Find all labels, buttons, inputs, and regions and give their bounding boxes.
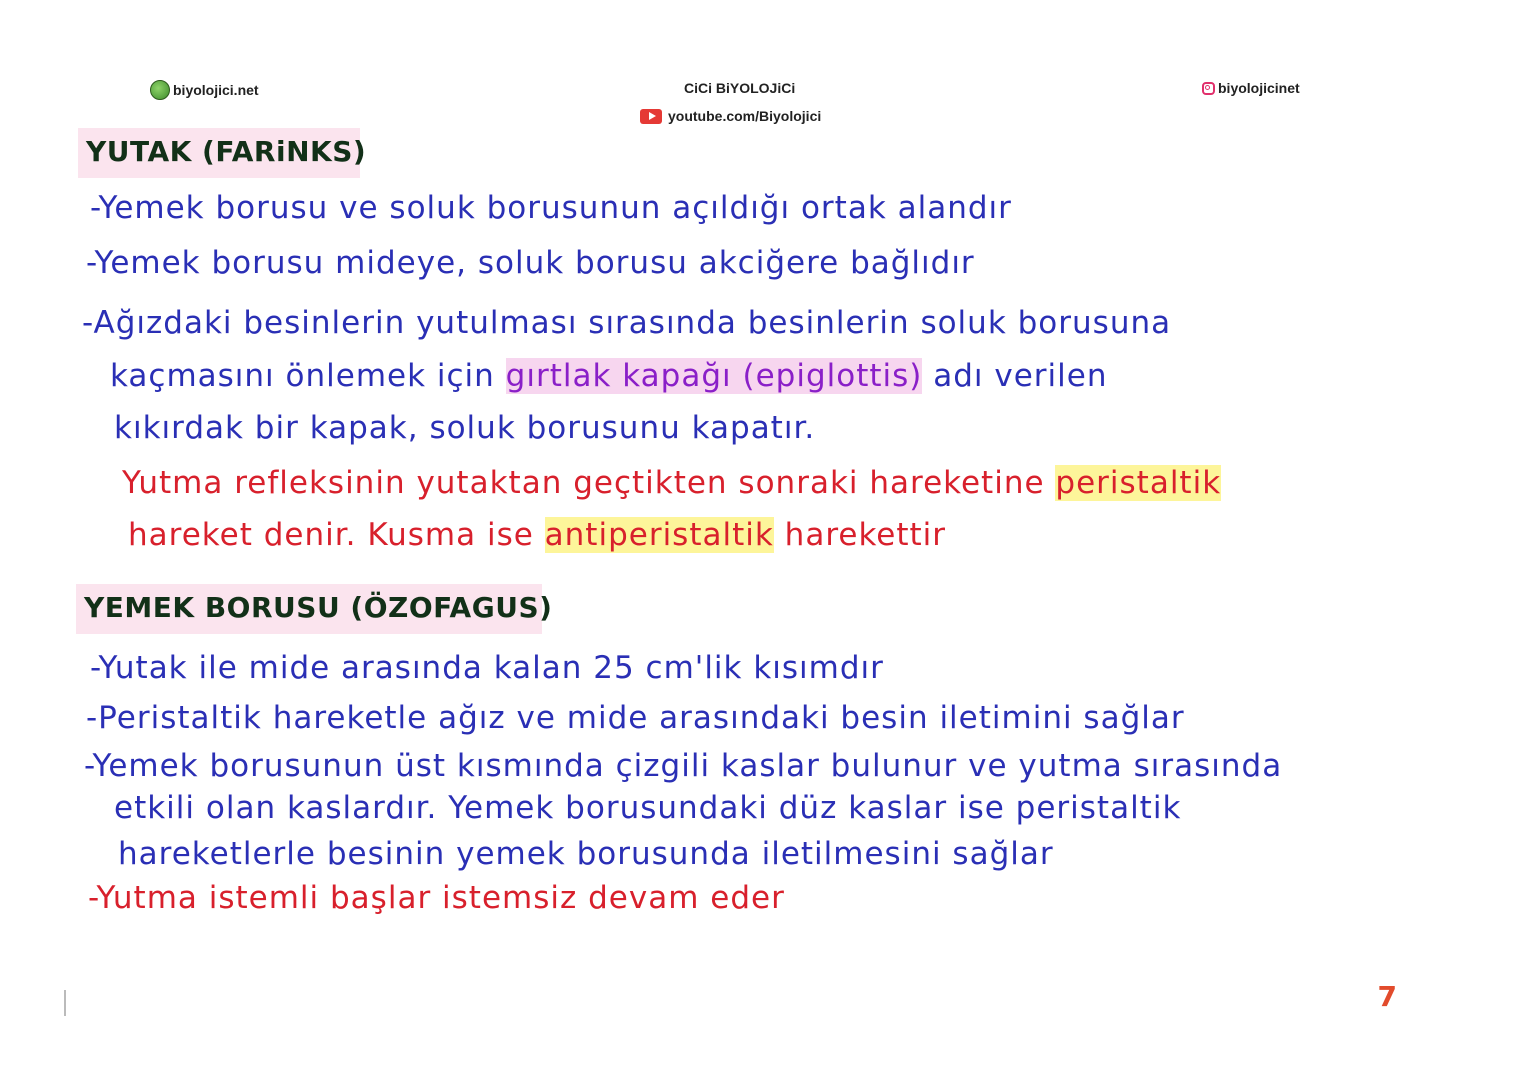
note-text: harekettir <box>784 517 947 553</box>
note-text: Yutma refleksinin yutaktan geçtikten sonraki hareketine <box>122 465 1045 501</box>
note-line: -Yutma istemli başlar istemsiz devam eder <box>88 880 785 916</box>
note-line: -Yutak ile mide arasında kalan 25 cm'lik kısımdır <box>90 650 884 686</box>
term-epiglottis: gırtlak kapağı (epiglottis) <box>505 358 923 394</box>
term-antiperistaltik: antiperistaltik <box>544 517 774 553</box>
youtube-label: youtube.com/Biyolojici <box>668 108 822 124</box>
note-line: etkili olan kaslardır. Yemek borusundaki düz kaslar ise peristaltik <box>114 790 1182 826</box>
youtube-icon <box>640 109 662 124</box>
note-text: adı verilen <box>933 358 1108 394</box>
site-left-label: biyolojici.net <box>173 82 259 98</box>
term-peristaltik: peristaltik <box>1055 465 1222 501</box>
instagram-icon <box>1202 82 1215 95</box>
note-line <box>110 358 1108 394</box>
section-heading-yutak: YUTAK (FARiNKS) <box>86 135 367 168</box>
note-line: -Yemek borusu mideye, soluk borusu akciğere bağlıdır <box>86 245 975 281</box>
page-edge-mark <box>64 990 66 1016</box>
instagram-label: biyolojicinet <box>1218 80 1300 96</box>
page-number: 7 <box>1377 980 1397 1013</box>
biyolojici-logo-icon <box>150 80 170 100</box>
note-line: kıkırdak bir kapak, soluk borusunu kapatır. <box>114 410 816 446</box>
instagram-handle <box>1202 80 1300 96</box>
note-line: -Peristaltik hareketle ağız ve mide arasındaki besin iletimini sağlar <box>86 700 1185 736</box>
note-line: hareketlerle besinin yemek borusunda iletilmesini sağlar <box>118 836 1054 872</box>
note-text: hareket denir. Kusma ise <box>128 517 534 553</box>
site-title: CiCi BiYOLOJiCi <box>684 80 796 96</box>
note-text: kaçmasını önlemek için <box>110 358 495 394</box>
section-heading-yemek-borusu: YEMEK BORUSU (ÖZOFAGUS) <box>84 591 553 624</box>
note-line: -Yemek borusunun üst kısmında çizgili kaslar bulunur ve yutma sırasında <box>84 748 1283 784</box>
note-line <box>128 517 946 553</box>
site-logo <box>150 80 259 100</box>
note-line <box>122 465 1221 501</box>
youtube-link <box>640 108 821 124</box>
note-line: -Ağızdaki besinlerin yutulması sırasında besinlerin soluk borusuna <box>82 305 1172 341</box>
note-line: -Yemek borusu ve soluk borusunun açıldığı ortak alandır <box>90 190 1012 226</box>
